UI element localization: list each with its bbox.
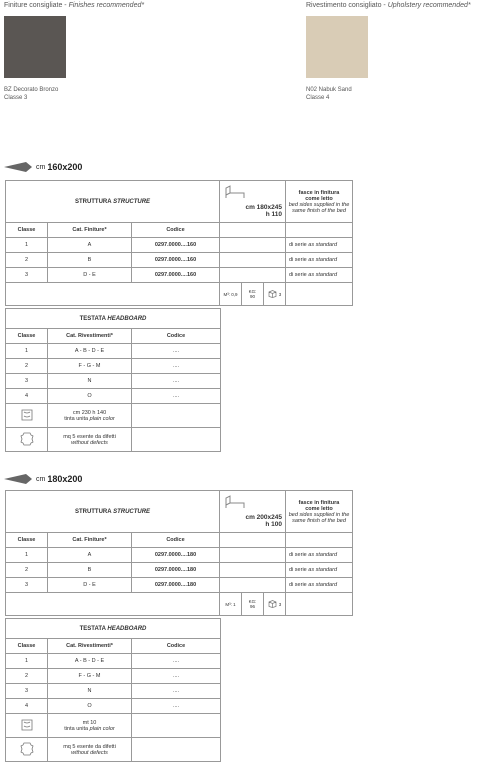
finishes-header (4, 2, 144, 9)
bed-outline-icon (224, 494, 246, 510)
size-title-180: cm 180x200 (4, 474, 82, 484)
finish-label (4, 86, 58, 102)
finish-classe: Classe 3 (4, 95, 28, 101)
bed-outline-icon (224, 184, 246, 200)
finishes-header-it: Finiture consigliate - (4, 2, 67, 9)
size-title-160: cm 160x200 (4, 162, 82, 172)
table-row: 1 A - B - D - E .... (6, 654, 221, 669)
table-row: 2 F - G - M .... (6, 669, 221, 684)
packages-value: 3 (264, 283, 285, 305)
table-row: 2 B 0297.0000....180 di serie as standard (6, 563, 353, 578)
size-value: 160x200 (47, 162, 83, 172)
table-row: 2 B 0297.0000....160 di serie as standard (6, 253, 353, 268)
structure-table-160 (5, 180, 353, 306)
table-row: 1 A 0297.0000....160 di serie as standard (6, 238, 353, 253)
col-cat: Cat. Finiture* (48, 223, 132, 238)
upholstery-swatch (306, 16, 368, 78)
fabric-swatch-icon (20, 408, 34, 422)
table-row: 2 F - G - M .... (6, 359, 221, 374)
leather-quantity: mq 5 esente da difetti without defects (48, 428, 132, 452)
upholstery-classe: Classe 4 (306, 95, 330, 101)
table-row: 3 N .... (6, 374, 221, 389)
headboard-table-180: TESTATA HEADBOARD Classe Cat. Rivestimenti* Codice 1 A - B - D - E .... 2 F - G - M .... 3 N .... 4 O .... mt 10 tinta unita plain color mq 5 esente da difetti without defects (5, 618, 221, 762)
volume-value: M³: 1 (220, 593, 242, 615)
structure-table-180 (5, 490, 353, 616)
volume-value: M³: 0,9 (220, 283, 242, 305)
headboard-table-160: TESTATA HEADBOARD Classe Cat. Rivestimenti* Codice 1 A - B - D - E .... 2 F - G - M .... 3 N .... 4 O .... cm 230 h 140 tinta unita plain color mq 5 esente da difetti without defects (5, 308, 221, 452)
fabric-swatch-icon (20, 718, 34, 732)
bed-sides-note: fasce in finitura come letto bed sides supplied in the same finish of the bed (286, 181, 353, 223)
col-codice: Codice (132, 533, 220, 548)
package-box-icon (268, 290, 277, 298)
shipping-cell (220, 593, 286, 616)
triangle-marker-icon (4, 162, 32, 172)
leather-quantity: mq 5 esente da difetti without defects (48, 738, 132, 762)
col-classe: Classe (6, 223, 48, 238)
headboard-title: TESTATA HEADBOARD (6, 309, 221, 329)
col-classe: Classe (6, 533, 48, 548)
leather-hide-icon (20, 742, 34, 756)
col-codice: Codice (132, 223, 220, 238)
bed-dims-cell: cm 200x245 h 100 (220, 491, 286, 533)
bed-sides-note: fasce in finitura come letto bed sides supplied in the same finish of the bed (286, 491, 353, 533)
table-row: 3 N .... (6, 684, 221, 699)
upholstery-header-it: Rivestimento consigliato - (306, 2, 386, 9)
fabric-quantity: mt 10 tinta unita plain color (48, 714, 132, 738)
structure-title: STRUTTURA STRUCTURE (6, 181, 220, 223)
finishes-header-en: Finishes recommended* (68, 2, 145, 9)
upholstery-label (306, 86, 352, 102)
table-row: 1 A - B - D - E .... (6, 344, 221, 359)
finish-name: BZ Decorato Bronzo (4, 87, 59, 93)
shipping-cell (220, 283, 286, 306)
fabric-quantity: cm 230 h 140 tinta unita plain color (48, 404, 132, 428)
weight-value: KG: 90 (242, 283, 264, 305)
table-row: 4 O .... (6, 389, 221, 404)
table-row: 4 O .... (6, 699, 221, 714)
table-row: 3 D - E 0297.0000....180 di serie as standard (6, 578, 353, 593)
finish-swatch (4, 16, 66, 78)
leather-hide-icon (20, 432, 34, 446)
bed-dims-cell: cm 180x245 h 110 (220, 181, 286, 223)
packages-value: 3 (264, 593, 285, 615)
weight-value: KG: 96 (242, 593, 264, 615)
table-row: 1 A 0297.0000....180 di serie as standard (6, 548, 353, 563)
size-value: 180x200 (47, 474, 83, 484)
triangle-marker-icon (4, 474, 32, 484)
upholstery-header (306, 2, 471, 9)
upholstery-header-en: Upholstery recommended* (387, 2, 471, 9)
table-row: 3 D - E 0297.0000....160 di serie as standard (6, 268, 353, 283)
structure-title: STRUTTURA STRUCTURE (6, 491, 220, 533)
col-cat: Cat. Finiture* (48, 533, 132, 548)
package-box-icon (268, 600, 277, 608)
headboard-title: TESTATA HEADBOARD (6, 619, 221, 639)
upholstery-name: N02 Nabuk Sand (306, 87, 352, 93)
